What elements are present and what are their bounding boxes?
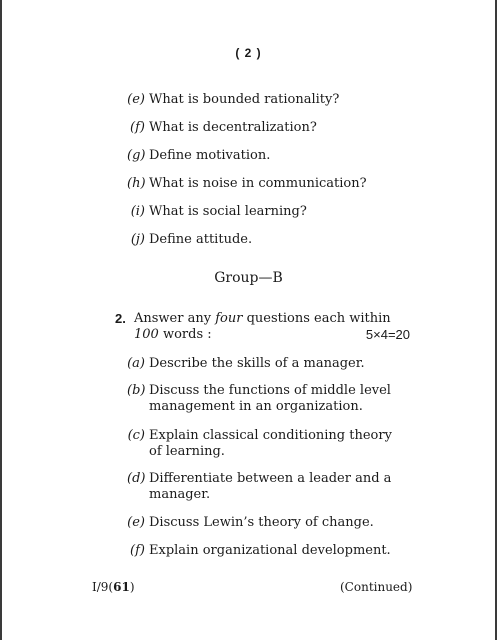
- question-label: (e): [127, 92, 145, 107]
- question-text: Differentiate between a leader and a manager.: [149, 471, 392, 502]
- question-label: (j): [130, 232, 145, 247]
- question-label: (c): [127, 428, 145, 443]
- main-question: [115, 311, 410, 343]
- question-item-d: [127, 471, 397, 503]
- question-label: (e): [127, 515, 145, 530]
- word-count: 100: [134, 327, 159, 342]
- question-item-j: [127, 232, 252, 248]
- paper-code: [92, 580, 135, 594]
- question-text: What is social learning?: [149, 204, 307, 219]
- question-label: (f): [130, 120, 145, 135]
- page-left-edge: [0, 0, 2, 640]
- question-instruction: [134, 311, 410, 327]
- word-count-suffix: words :: [162, 327, 212, 342]
- question-text: What is noise in communication?: [149, 176, 367, 191]
- instruction-suffix: questions each within: [246, 311, 391, 326]
- question-text: What is decentralization?: [149, 120, 317, 135]
- question-label: (i): [130, 204, 145, 219]
- question-item-c: [127, 428, 397, 460]
- question-text: Define motivation.: [149, 148, 271, 163]
- question-item-e: [127, 92, 339, 108]
- instruction-emphasis: four: [215, 311, 243, 326]
- question-label: (b): [127, 383, 146, 398]
- question-label: (g): [127, 148, 146, 163]
- continued-label: (Continued): [340, 580, 413, 594]
- marks-allocation: 5×4=20: [365, 327, 410, 342]
- question-item-a: [127, 356, 365, 372]
- question-item-h: [127, 176, 367, 192]
- instruction-prefix: Answer any: [134, 311, 212, 326]
- question-label: (f): [130, 543, 145, 558]
- question-label: (a): [127, 356, 145, 371]
- paper-code-number: 61: [113, 580, 130, 594]
- question-text: Explain organizational development.: [149, 543, 391, 558]
- question-item-b: [127, 383, 397, 415]
- page-number: ( 2 ): [235, 46, 262, 60]
- question-item-g: [127, 148, 270, 164]
- question-label: (h): [127, 176, 146, 191]
- question-text: Describe the skills of a manager.: [149, 356, 365, 371]
- question-text: What is bounded rationality?: [149, 92, 340, 107]
- question-text: Discuss Lewin’s theory of change.: [149, 515, 374, 530]
- question-item-f: [127, 120, 317, 136]
- question-text: Explain classical conditioning theory of learning.: [149, 428, 392, 459]
- question-instruction-line2: [134, 327, 410, 343]
- question-item-f-b: [127, 543, 391, 559]
- paper-code-prefix: I/9(: [92, 580, 114, 594]
- question-number: 2.: [115, 311, 126, 326]
- question-item-i: [127, 204, 307, 220]
- question-label: (d): [127, 471, 146, 486]
- group-heading: Group—B: [214, 270, 283, 286]
- paper-code-suffix: ): [129, 580, 135, 594]
- question-text: Discuss the functions of middle level management in an organization.: [149, 383, 391, 414]
- question-item-e-b: [127, 515, 374, 531]
- question-text: Define attitude.: [149, 232, 253, 247]
